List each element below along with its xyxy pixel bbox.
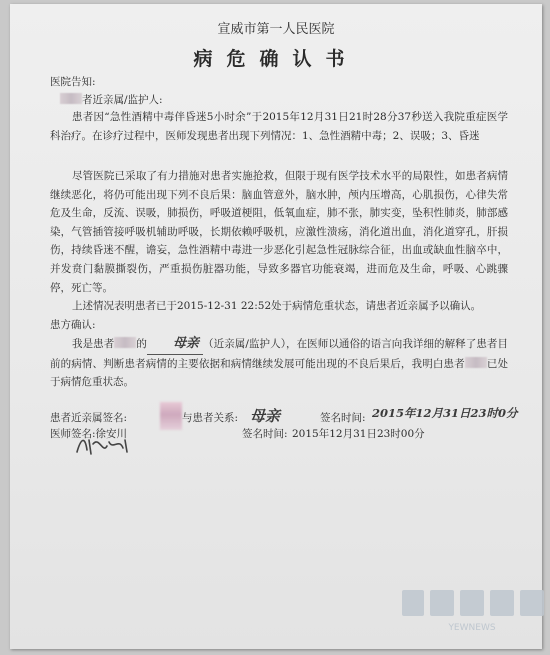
handwritten-relation: 母亲 bbox=[147, 335, 203, 355]
critical-status-paragraph: 上述情况表明患者已于2015-12-31 22:52处于病情危重状态，请患者近亲属予以确认。 bbox=[72, 300, 482, 312]
family-sign-label: 患者近亲属签名: bbox=[50, 412, 128, 424]
hospital-name: 宣威市第一人民医院 bbox=[217, 22, 335, 37]
family-confirmation-paragraph: 我是患者 的 母亲 （近亲属/监护人），在医师以通俗的语言向我详细的解释了患者目前的病情、判断患者病情的主要依据和病情继续发展可能出现的不良后果后，我明白患者 已处于病情危重状态。 bbox=[50, 336, 509, 389]
addressee-text: 者近亲属/监护人: bbox=[82, 94, 163, 106]
diagnosis-paragraph: 患者因“急性酒精中毒伴昏迷5小时余”于2015年12月31日21时28分37秒送入我院重症医学科治疗。在诊疗过程中，医师发现患者出现下列情况：1、急性酒精中毒；2、误吸；3、昏迷 bbox=[50, 111, 508, 142]
redacted-family-signature bbox=[160, 402, 182, 430]
redacted-patient-name bbox=[114, 337, 136, 348]
redacted-patient-name bbox=[60, 93, 82, 104]
doctor-sign-label: 医师签名:徐安川 bbox=[50, 428, 128, 440]
news-watermark-logo bbox=[398, 586, 548, 636]
addressee-line bbox=[60, 92, 163, 107]
handwritten-relation-value: 母亲 bbox=[250, 407, 281, 425]
redacted-patient-name bbox=[465, 357, 487, 368]
document-title: 病危确认书 bbox=[193, 48, 359, 70]
watermark-text: YEWNEWS bbox=[448, 623, 496, 633]
doctor-sign-time: 2015年12月31日23时00分 bbox=[292, 428, 425, 440]
confirmation-document bbox=[10, 4, 542, 649]
family-sign-time-label: 签名时间: bbox=[320, 412, 366, 424]
confirm-label: 患方确认: bbox=[50, 319, 96, 331]
risks-paragraph: 尽管医院已采取了有力措施对患者实施抢救，但限于现有医学技术水平的局限性，如患者病情继续恶化，将仍可能出现下列不良后果：脑血管意外，脑水肿，颅内压增高，心肌损伤，心律失常危及生命，反流、误吸，肺损伤，呼吸道梗阻，低氧血症，肺不张，肺实变，坠积性肺炎，肺部感染，气管插管接呼吸机辅助呼吸，长期依赖呼吸机，应激性溃疡，消化道出血，消化道穿孔，肝损伤，持续昏迷不醒，谵妄，急性酒精中毒进一步恶化引起急性冠脉综合征，出血或缺血性脑卒中，并发贲门黏膜撕裂伤，严重损伤脏器功能，导致多器官功能衰竭，进而危及生命，呼吸、心跳骤停，死亡等。 bbox=[50, 170, 508, 294]
notice-label: 医院告知: bbox=[50, 76, 96, 88]
doctor-sign-time-label: 签名时间: bbox=[242, 428, 288, 440]
relation-label: 与患者关系: bbox=[182, 412, 239, 424]
handwritten-sign-time: 2015年12月31日23时0分 bbox=[372, 406, 518, 420]
doctor-signature-scrawl bbox=[75, 432, 135, 458]
